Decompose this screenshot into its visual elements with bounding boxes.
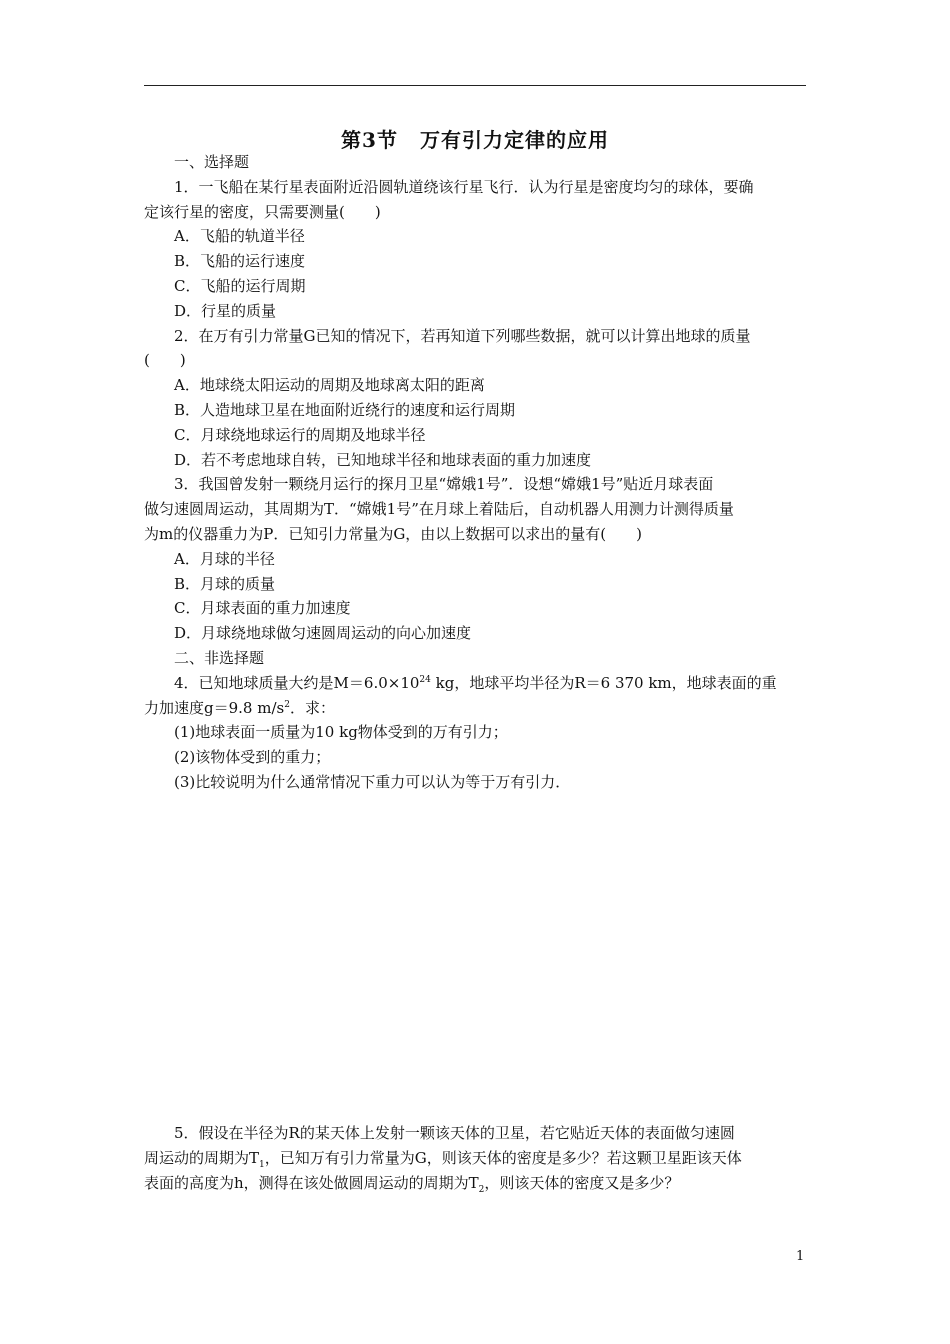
question-3-option-b: B．月球的质量 (174, 574, 276, 593)
q4-text: 4．已知地球质量大约是M＝6.0×10 (174, 673, 420, 692)
question-3-option-a: A．月球的半径 (174, 549, 275, 568)
question-3 (144, 472, 806, 646)
section-heading-nonchoice: 二、非选择题 (174, 648, 265, 667)
q4-text: 力加速度g＝9.8 m/s (144, 698, 285, 717)
question-4 (144, 671, 806, 795)
question-4-stem (144, 671, 806, 696)
question-1-option-a: A．飞船的轨道半径 (174, 227, 305, 246)
q5-text: ，已知万有引力常量为G，则该天体的密度是多少？若这颗卫星距该天体 (264, 1148, 742, 1167)
question-5-stem-cont2 (144, 1171, 806, 1196)
q5-subscript: 1 (259, 1159, 265, 1170)
question-4-part-1: (1)地球表面一质量为10 kg物体受到的万有引力； (174, 723, 508, 742)
question-3-option-d: D．月球绕地球做匀速圆周运动的向心加速度 (174, 624, 472, 643)
question-3-stem-cont: 做匀速圆周运动，其周期为T．“嫦娥1号”在月球上着陆后，自动机器人用测力计测得质量 (144, 500, 734, 519)
q5-text: 表面的高度为h，测得在该处做圆周运动的周期为T (144, 1173, 479, 1192)
question-4-part-3: (3)比较说明为什么通常情况下重力可以认为等于万有引力． (174, 772, 571, 791)
question-4-part-2: (2)该物体受到的重力； (174, 748, 331, 767)
question-4-stem-cont (144, 696, 806, 721)
question-1-option-c: C．飞船的运行周期 (174, 276, 306, 295)
question-3-stem-cont2: 为m的仪器重力为P．已知引力常量为G，由以上数据可以求出的量有( ) (144, 524, 643, 543)
question-2-option-c: C．月球绕地球运行的周期及地球半径 (174, 425, 426, 444)
question-2 (144, 324, 806, 473)
q5-subscript: 2 (478, 1184, 485, 1195)
q4-exponent: 2 (284, 699, 290, 710)
q4-exponent: 24 (419, 674, 431, 685)
question-2-option-b: B．人造地球卫星在地面附近绕行的速度和运行周期 (174, 400, 516, 419)
question-2-stem-cont: ( ) (144, 351, 186, 370)
question-2-option-d: D．若不考虑地球自转，已知地球半径和地球表面的重力加速度 (174, 450, 592, 469)
page-number: 1 (796, 1249, 805, 1264)
q5-text: 周运动的周期为T (144, 1148, 260, 1167)
page-title (0, 124, 950, 153)
question-1 (144, 175, 806, 324)
question-1-option-b: B．飞船的运行速度 (174, 252, 306, 271)
question-3-option-c: C．月球表面的重力加速度 (174, 599, 351, 618)
question-5-stem: 5．假设在半径为R的某天体上发射一颗该天体的卫星，若它贴近天体的表面做匀速圆 (174, 1124, 735, 1142)
question-5-stem-cont (144, 1146, 806, 1171)
question-1-option-d: D．行星的质量 (174, 301, 277, 320)
q4-text: ．求： (289, 698, 335, 717)
question-2-option-a: A．地球绕太阳运动的周期及地球离太阳的距离 (174, 376, 485, 395)
question-1-stem-cont: 定该行星的密度，只需要测量( ) (144, 202, 381, 221)
question-5 (144, 1121, 806, 1195)
section-heading-choice: 一、选择题 (174, 153, 250, 171)
section-number: 第3节 (341, 128, 398, 152)
section-name: 万有引力定律的应用 (419, 128, 609, 152)
document-body (144, 150, 806, 795)
q5-text: ，则该天体的密度又是多少？ (484, 1173, 680, 1192)
q4-text: kg，地球平均半径为R＝6 370 km，地球表面的重 (430, 673, 777, 692)
question-1-stem: 1．一飞船在某行星表面附近沿圆轨道绕该行星飞行．认为行星是密度均匀的球体，要确 (174, 177, 754, 196)
question-2-stem: 2．在万有引力常量G已知的情况下，若再知道下列哪些数据，就可以计算出地球的质量 (174, 326, 751, 345)
header-rule (144, 85, 806, 86)
question-3-stem: 3．我国曾发射一颗绕月运行的探月卫星“嫦娥1号”．设想“嫦娥1号”贴近月球表面 (174, 475, 714, 494)
